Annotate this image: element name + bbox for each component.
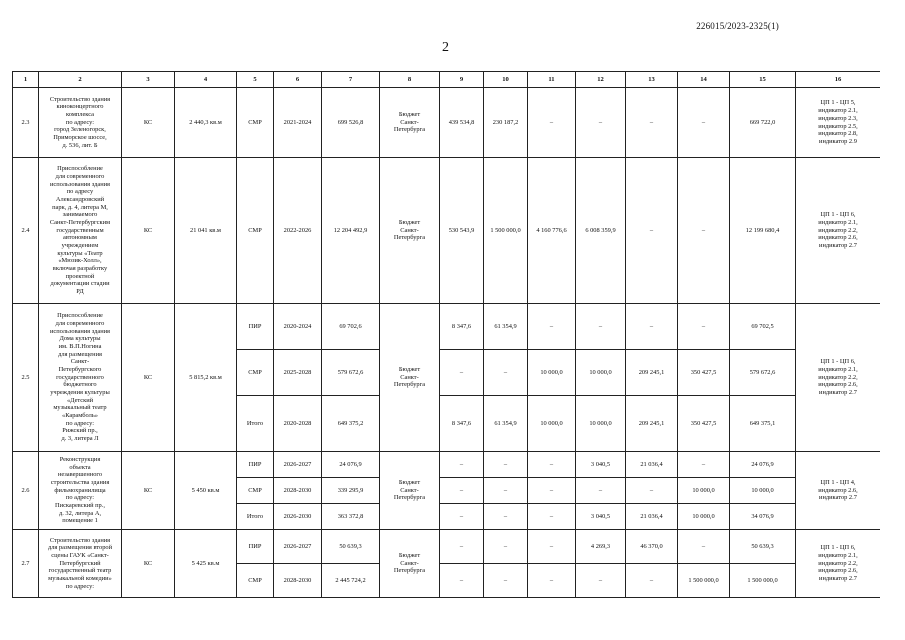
object-name: Строительство здания киноконцертного комплекса по адресу: город Зеленогорск, Приморское шоссе, д. 536, лит. Б	[39, 88, 122, 158]
object-name: Строительство здания для размещения второй сцены ГАУК «Санкт- Петербургский государственный театр музыкальной комедии» по адресу:	[39, 530, 122, 598]
year-value: 46 370,0	[626, 530, 678, 564]
year-value: 6 008 359,9	[576, 158, 626, 304]
year-value: –	[576, 304, 626, 350]
year-value: 1 500 000,0	[678, 564, 730, 598]
period: 2026-2027	[274, 452, 322, 478]
year-value: –	[440, 350, 484, 396]
capacity: 2 440,3 кв.м	[175, 88, 237, 158]
period: 2020-2028	[274, 396, 322, 452]
stage: СМР	[237, 564, 274, 598]
year-value: 439 534,8	[440, 88, 484, 158]
year-value: –	[528, 478, 576, 504]
funding-source: Бюджет Санкт- Петербурга	[380, 304, 440, 452]
year-value: 21 036,4	[626, 452, 678, 478]
page-number: 2	[442, 40, 449, 55]
year-value: –	[484, 564, 528, 598]
year-value: 530 543,9	[440, 158, 484, 304]
col-header: 16	[796, 72, 881, 88]
sum-value: 24 076,9	[730, 452, 796, 478]
row-number: 2.3	[13, 88, 39, 158]
stage: СМР	[237, 350, 274, 396]
year-value: –	[528, 304, 576, 350]
stage: Итого	[237, 396, 274, 452]
period: 2021-2024	[274, 88, 322, 158]
row-number: 2.7	[13, 530, 39, 598]
program-table	[12, 71, 880, 598]
year-value: 1 500 000,0	[484, 158, 528, 304]
year-value: 10 000,0	[528, 350, 576, 396]
year-value: 10 000,0	[528, 396, 576, 452]
col-header: 6	[274, 72, 322, 88]
year-value: –	[528, 504, 576, 530]
total-cost: 24 076,9	[322, 452, 380, 478]
stage: ПИР	[237, 452, 274, 478]
total-cost: 579 672,6	[322, 350, 380, 396]
col-header: 3	[122, 72, 175, 88]
year-value: –	[626, 88, 678, 158]
period: 2026-2027	[274, 530, 322, 564]
year-value: 230 187,2	[484, 88, 528, 158]
object-name: Приспособление для современного использования здания Дома культуры им. В.П.Ногина для размещения Санкт- Петербургского государственного бюджетного учреждения культуры «Детский музыкальный театр «Карамболь» по адресу: Рижский пр., д. 3, литера Л	[39, 304, 122, 452]
col-header: 5	[237, 72, 274, 88]
row-number: 2.5	[13, 304, 39, 452]
column-number-header	[13, 72, 881, 88]
year-value: 61 354,9	[484, 304, 528, 350]
construction-type: КС	[122, 452, 175, 530]
period: 2020-2024	[274, 304, 322, 350]
total-cost: 50 639,3	[322, 530, 380, 564]
total-cost: 339 295,9	[322, 478, 380, 504]
year-value: –	[678, 452, 730, 478]
target-indicators: ЦП 1 - ЦП 5, индикатор 2.1, индикатор 2.3, индикатор 2.5, индикатор 2.8, индикатор 2.9	[796, 88, 881, 158]
table-row	[13, 452, 881, 478]
funding-source: Бюджет Санкт- Петербурга	[380, 452, 440, 530]
construction-type: КС	[122, 158, 175, 304]
col-header: 10	[484, 72, 528, 88]
year-value: 3 040,5	[576, 452, 626, 478]
year-value: 3 040,5	[576, 504, 626, 530]
sum-value: 669 722,0	[730, 88, 796, 158]
sum-value: 1 500 000,0	[730, 564, 796, 598]
sum-value: 34 076,9	[730, 504, 796, 530]
year-value: –	[576, 564, 626, 598]
sum-value: 579 672,6	[730, 350, 796, 396]
total-cost: 69 702,6	[322, 304, 380, 350]
object-name: Приспособление для современного использования здания по адресу Александровский парк, д. 4, литера М, занимаемого Санкт-Петербургским государственным автономным учреждением культуры «Театр «Мюзик-Холл», включая разработку проектной документации стадии РД	[39, 158, 122, 304]
year-value: 4 160 776,6	[528, 158, 576, 304]
year-value: –	[528, 530, 576, 564]
year-value: –	[626, 304, 678, 350]
year-value: 350 427,5	[678, 396, 730, 452]
target-indicators: ЦП 1 - ЦП 6, индикатор 2.1, индикатор 2.2, индикатор 2.6, индикатор 2.7	[796, 530, 881, 598]
col-header: 12	[576, 72, 626, 88]
year-value: –	[576, 88, 626, 158]
table-row	[13, 530, 881, 564]
year-value: –	[626, 478, 678, 504]
table-row	[13, 158, 881, 304]
program-table-container	[12, 71, 880, 603]
target-indicators: ЦП 1 - ЦП 6, индикатор 2.1, индикатор 2.2, индикатор 2.6, индикатор 2.7	[796, 304, 881, 452]
stage: ПИР	[237, 304, 274, 350]
target-indicators: ЦП 1 - ЦП 4, индикатор 2.6, индикатор 2.7	[796, 452, 881, 530]
capacity: 5 815,2 кв.м	[175, 304, 237, 452]
year-value: 209 245,1	[626, 396, 678, 452]
period: 2025-2028	[274, 350, 322, 396]
period: 2028-2030	[274, 478, 322, 504]
row-number: 2.4	[13, 158, 39, 304]
funding-source: Бюджет Санкт- Петербурга	[380, 530, 440, 598]
period: 2028-2030	[274, 564, 322, 598]
year-value: –	[440, 504, 484, 530]
year-value: –	[576, 478, 626, 504]
sum-value: 50 639,3	[730, 530, 796, 564]
year-value: –	[484, 350, 528, 396]
document-number: 226015/2023-2325(1)	[696, 21, 779, 31]
construction-type: КС	[122, 304, 175, 452]
year-value: –	[484, 504, 528, 530]
stage: ПИР	[237, 530, 274, 564]
sum-value: 649 375,1	[730, 396, 796, 452]
year-value: 8 347,6	[440, 396, 484, 452]
funding-source: Бюджет Санкт- Петербурга	[380, 88, 440, 158]
col-header: 9	[440, 72, 484, 88]
funding-source: Бюджет Санкт- Петербурга	[380, 158, 440, 304]
year-value: –	[440, 564, 484, 598]
year-value: 21 036,4	[626, 504, 678, 530]
year-value: 10 000,0	[678, 478, 730, 504]
year-value: 4 269,3	[576, 530, 626, 564]
col-header: 8	[380, 72, 440, 88]
table-row	[13, 304, 881, 350]
col-header: 14	[678, 72, 730, 88]
construction-type: КС	[122, 88, 175, 158]
stage: СМР	[237, 88, 274, 158]
stage: Итого	[237, 504, 274, 530]
total-cost: 2 445 724,2	[322, 564, 380, 598]
sum-value: 12 199 680,4	[730, 158, 796, 304]
total-cost: 363 372,8	[322, 504, 380, 530]
year-value: –	[678, 158, 730, 304]
year-value: –	[678, 304, 730, 350]
col-header: 2	[39, 72, 122, 88]
year-value: –	[440, 530, 484, 564]
col-header: 13	[626, 72, 678, 88]
col-header: 4	[175, 72, 237, 88]
stage: СМР	[237, 158, 274, 304]
year-value: –	[528, 452, 576, 478]
construction-type: КС	[122, 530, 175, 598]
table-row	[13, 88, 881, 158]
capacity: 5 450 кв.м	[175, 452, 237, 530]
col-header: 15	[730, 72, 796, 88]
total-cost: 12 204 492,9	[322, 158, 380, 304]
target-indicators: ЦП 1 - ЦП 6, индикатор 2.1, индикатор 2.2, индикатор 2.6, индикатор 2.7	[796, 158, 881, 304]
year-value: –	[678, 88, 730, 158]
sum-value: 69 702,5	[730, 304, 796, 350]
total-cost: 699 526,8	[322, 88, 380, 158]
year-value: 10 000,0	[576, 396, 626, 452]
year-value: 209 245,1	[626, 350, 678, 396]
sum-value: 10 000,0	[730, 478, 796, 504]
year-value: 350 427,5	[678, 350, 730, 396]
stage: СМР	[237, 478, 274, 504]
col-header: 11	[528, 72, 576, 88]
total-cost: 649 375,2	[322, 396, 380, 452]
year-value: –	[528, 88, 576, 158]
period: 2026-2030	[274, 504, 322, 530]
year-value: 10 000,0	[576, 350, 626, 396]
year-value: 8 347,6	[440, 304, 484, 350]
year-value: –	[528, 564, 576, 598]
year-value: 61 354,9	[484, 396, 528, 452]
row-number: 2.6	[13, 452, 39, 530]
year-value: –	[440, 478, 484, 504]
year-value: –	[626, 158, 678, 304]
year-value: –	[484, 452, 528, 478]
year-value: –	[484, 530, 528, 564]
col-header: 7	[322, 72, 380, 88]
year-value: 10 000,0	[678, 504, 730, 530]
year-value: –	[626, 564, 678, 598]
year-value: –	[484, 478, 528, 504]
capacity: 5 425 кв.м	[175, 530, 237, 598]
year-value: –	[440, 452, 484, 478]
capacity: 21 041 кв.м	[175, 158, 237, 304]
object-name: Реконструкция объекта незавершенного строительства здания фильмохранилища по адресу: Пискаревский пр., д. 32, литера А, помещение 1	[39, 452, 122, 530]
year-value: –	[678, 530, 730, 564]
period: 2022-2026	[274, 158, 322, 304]
col-header: 1	[13, 72, 39, 88]
